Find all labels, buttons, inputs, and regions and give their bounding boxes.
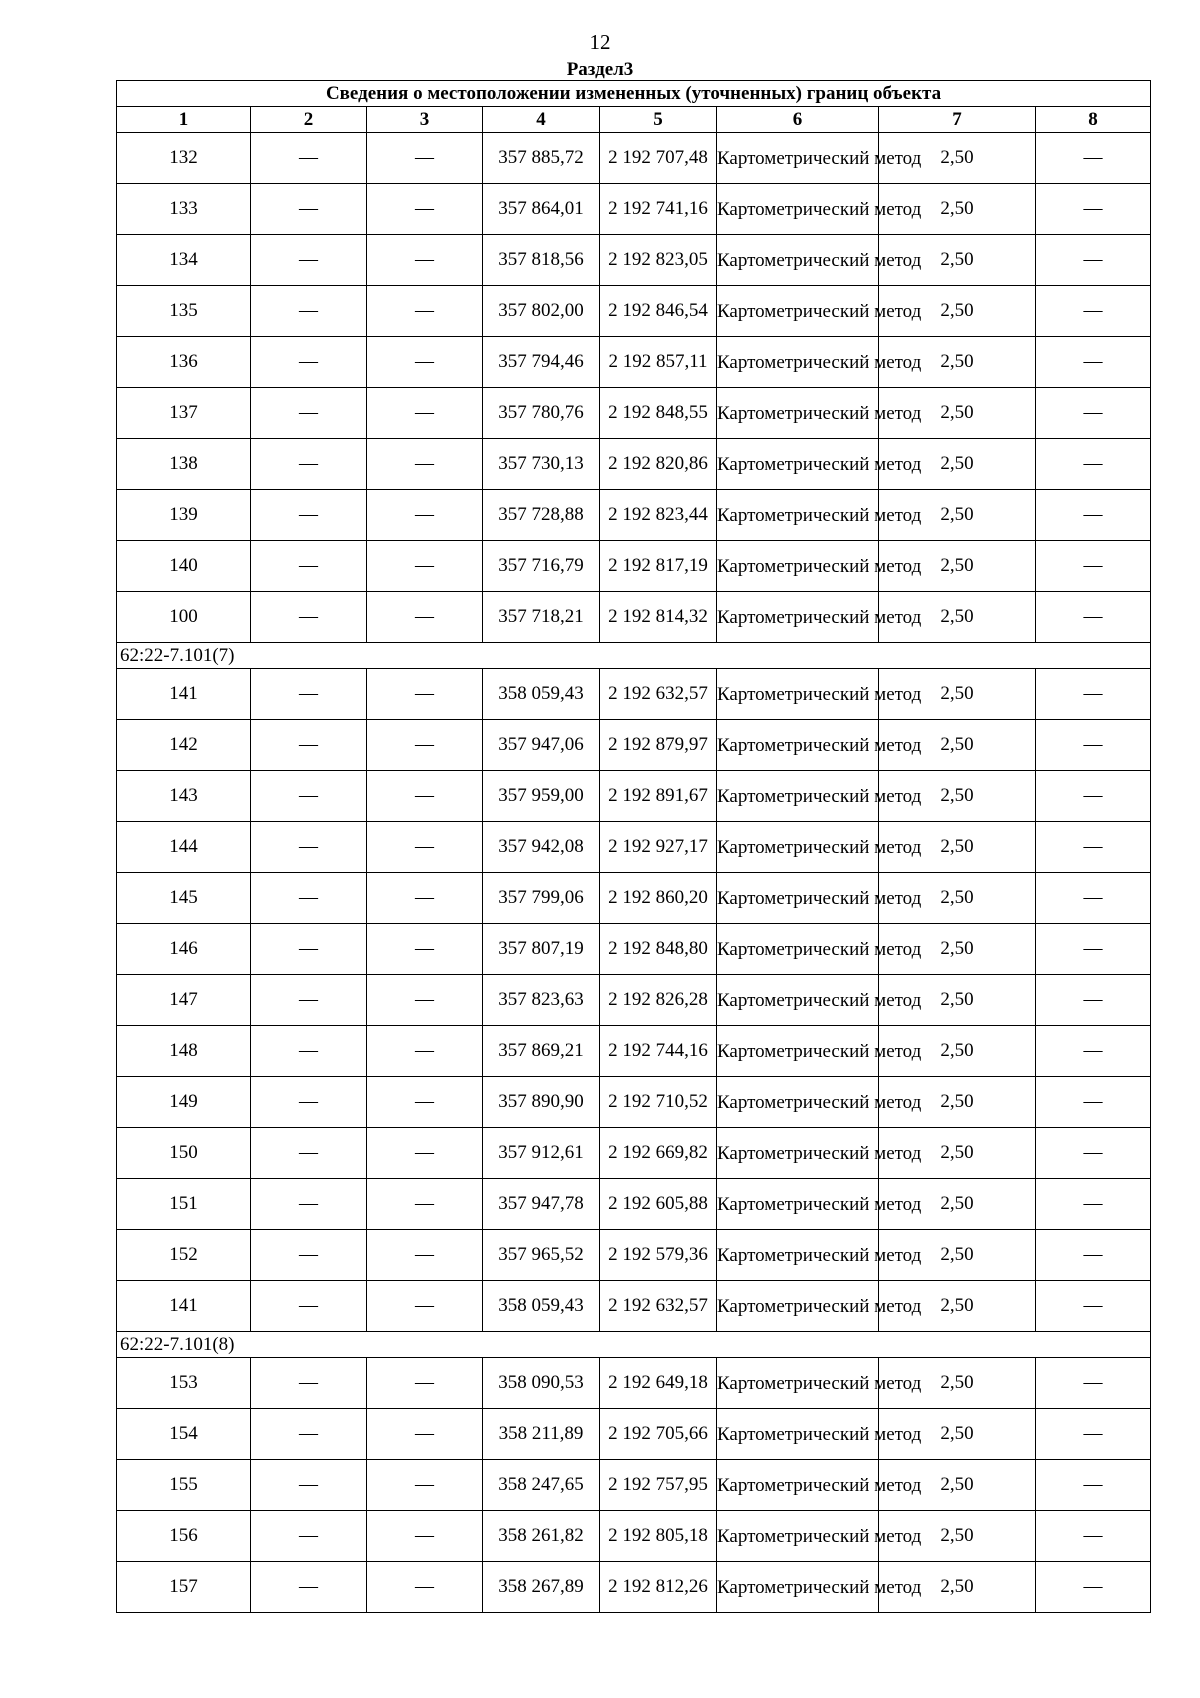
col8-cell: —: [1036, 1230, 1151, 1281]
col8-cell: —: [1036, 822, 1151, 873]
table-row: [117, 924, 1151, 975]
method-cell: Картометрический метод: [717, 1562, 879, 1613]
point-number-cell: 135: [117, 286, 251, 337]
table-row: [117, 337, 1151, 388]
y-coordinate-cell: 2 192 820,86: [600, 439, 717, 490]
point-number-cell: 155: [117, 1460, 251, 1511]
table-row: [117, 184, 1151, 235]
col3-cell: —: [367, 1026, 483, 1077]
method-cell: Картометрический метод: [717, 337, 879, 388]
table-row: [117, 1077, 1151, 1128]
point-number-cell: 157: [117, 1562, 251, 1613]
col2-cell: —: [251, 490, 367, 541]
col8-cell: —: [1036, 133, 1151, 184]
parcel-group-row: [117, 643, 1151, 669]
y-coordinate-cell: 2 192 579,36: [600, 1230, 717, 1281]
table-row: [117, 490, 1151, 541]
method-cell: Картометрический метод: [717, 235, 879, 286]
x-coordinate-cell: 357 730,13: [483, 439, 600, 490]
accuracy-cell: 2,50: [879, 1358, 1036, 1409]
table-row: [117, 592, 1151, 643]
col8-cell: —: [1036, 337, 1151, 388]
col3-cell: —: [367, 1460, 483, 1511]
method-cell: Картометрический метод: [717, 1230, 879, 1281]
table-row: [117, 1281, 1151, 1332]
method-cell: Картометрический метод: [717, 184, 879, 235]
col2-cell: —: [251, 1511, 367, 1562]
accuracy-cell: 2,50: [879, 669, 1036, 720]
col8-cell: —: [1036, 1562, 1151, 1613]
accuracy-cell: 2,50: [879, 1128, 1036, 1179]
y-coordinate-cell: 2 192 741,16: [600, 184, 717, 235]
accuracy-cell: 2,50: [879, 975, 1036, 1026]
y-coordinate-cell: 2 192 823,44: [600, 490, 717, 541]
accuracy-cell: 2,50: [879, 822, 1036, 873]
table-row: [117, 1128, 1151, 1179]
point-number-cell: 154: [117, 1409, 251, 1460]
col2-cell: —: [251, 924, 367, 975]
parcel-group-row: [117, 1332, 1151, 1358]
column-number: 4: [483, 107, 600, 133]
x-coordinate-cell: 357 864,01: [483, 184, 600, 235]
col8-cell: —: [1036, 1511, 1151, 1562]
col3-cell: —: [367, 1077, 483, 1128]
x-coordinate-cell: 357 947,06: [483, 720, 600, 771]
table-row: [117, 541, 1151, 592]
column-number-row: [117, 107, 1151, 133]
y-coordinate-cell: 2 192 826,28: [600, 975, 717, 1026]
col2-cell: —: [251, 1128, 367, 1179]
col8-cell: —: [1036, 1281, 1151, 1332]
x-coordinate-cell: 357 716,79: [483, 541, 600, 592]
col3-cell: —: [367, 1179, 483, 1230]
parcel-group-label: 62:22-7.101(7): [117, 643, 1151, 669]
accuracy-cell: 2,50: [879, 184, 1036, 235]
table-row: [117, 286, 1151, 337]
col8-cell: —: [1036, 720, 1151, 771]
col8-cell: —: [1036, 924, 1151, 975]
boundary-coordinates-table: [116, 80, 1151, 1613]
point-number-cell: 144: [117, 822, 251, 873]
col2-cell: —: [251, 388, 367, 439]
method-cell: Картометрический метод: [717, 771, 879, 822]
y-coordinate-cell: 2 192 649,18: [600, 1358, 717, 1409]
col3-cell: —: [367, 1511, 483, 1562]
col3-cell: —: [367, 1128, 483, 1179]
col3-cell: —: [367, 439, 483, 490]
y-coordinate-cell: 2 192 927,17: [600, 822, 717, 873]
col8-cell: —: [1036, 669, 1151, 720]
table-row: [117, 669, 1151, 720]
col3-cell: —: [367, 720, 483, 771]
col2-cell: —: [251, 1358, 367, 1409]
x-coordinate-cell: 357 728,88: [483, 490, 600, 541]
point-number-cell: 133: [117, 184, 251, 235]
point-number-cell: 134: [117, 235, 251, 286]
table-caption-row: [117, 81, 1151, 107]
y-coordinate-cell: 2 192 823,05: [600, 235, 717, 286]
table-row: [117, 822, 1151, 873]
col8-cell: —: [1036, 1179, 1151, 1230]
accuracy-cell: 2,50: [879, 1179, 1036, 1230]
y-coordinate-cell: 2 192 860,20: [600, 873, 717, 924]
y-coordinate-cell: 2 192 812,26: [600, 1562, 717, 1613]
point-number-cell: 150: [117, 1128, 251, 1179]
method-cell: Картометрический метод: [717, 1460, 879, 1511]
col3-cell: —: [367, 1230, 483, 1281]
accuracy-cell: 2,50: [879, 235, 1036, 286]
point-number-cell: 152: [117, 1230, 251, 1281]
col8-cell: —: [1036, 1026, 1151, 1077]
y-coordinate-cell: 2 192 632,57: [600, 669, 717, 720]
method-cell: Картометрический метод: [717, 873, 879, 924]
accuracy-cell: 2,50: [879, 1026, 1036, 1077]
accuracy-cell: 2,50: [879, 1511, 1036, 1562]
col3-cell: —: [367, 771, 483, 822]
col2-cell: —: [251, 541, 367, 592]
col8-cell: —: [1036, 439, 1151, 490]
col3-cell: —: [367, 669, 483, 720]
method-cell: Картометрический метод: [717, 1026, 879, 1077]
accuracy-cell: 2,50: [879, 337, 1036, 388]
parcel-group-label: 62:22-7.101(8): [117, 1332, 1151, 1358]
col2-cell: —: [251, 1460, 367, 1511]
y-coordinate-cell: 2 192 848,55: [600, 388, 717, 439]
col3-cell: —: [367, 490, 483, 541]
point-number-cell: 149: [117, 1077, 251, 1128]
column-number: 3: [367, 107, 483, 133]
col8-cell: —: [1036, 235, 1151, 286]
x-coordinate-cell: 357 912,61: [483, 1128, 600, 1179]
x-coordinate-cell: 357 885,72: [483, 133, 600, 184]
column-number: 8: [1036, 107, 1151, 133]
col8-cell: —: [1036, 873, 1151, 924]
col2-cell: —: [251, 1179, 367, 1230]
x-coordinate-cell: 357 890,90: [483, 1077, 600, 1128]
accuracy-cell: 2,50: [879, 592, 1036, 643]
accuracy-cell: 2,50: [879, 720, 1036, 771]
y-coordinate-cell: 2 192 857,11: [600, 337, 717, 388]
point-number-cell: 153: [117, 1358, 251, 1409]
method-cell: Картометрический метод: [717, 1128, 879, 1179]
col2-cell: —: [251, 720, 367, 771]
col3-cell: —: [367, 873, 483, 924]
y-coordinate-cell: 2 192 805,18: [600, 1511, 717, 1562]
x-coordinate-cell: 357 807,19: [483, 924, 600, 975]
col8-cell: —: [1036, 286, 1151, 337]
column-number: 6: [717, 107, 879, 133]
col2-cell: —: [251, 669, 367, 720]
x-coordinate-cell: 357 802,00: [483, 286, 600, 337]
y-coordinate-cell: 2 192 879,97: [600, 720, 717, 771]
table-row: [117, 439, 1151, 490]
accuracy-cell: 2,50: [879, 924, 1036, 975]
method-cell: Картометрический метод: [717, 1077, 879, 1128]
col2-cell: —: [251, 337, 367, 388]
accuracy-cell: 2,50: [879, 1460, 1036, 1511]
x-coordinate-cell: 357 818,56: [483, 235, 600, 286]
col3-cell: —: [367, 388, 483, 439]
y-coordinate-cell: 2 192 891,67: [600, 771, 717, 822]
col8-cell: —: [1036, 771, 1151, 822]
col3-cell: —: [367, 975, 483, 1026]
accuracy-cell: 2,50: [879, 1409, 1036, 1460]
table-row: [117, 720, 1151, 771]
table-row: [117, 771, 1151, 822]
point-number-cell: 145: [117, 873, 251, 924]
y-coordinate-cell: 2 192 848,80: [600, 924, 717, 975]
table-caption: Сведения о местоположении измененных (уточненных) границ объекта: [117, 81, 1151, 107]
y-coordinate-cell: 2 192 814,32: [600, 592, 717, 643]
point-number-cell: 141: [117, 669, 251, 720]
table-row: [117, 388, 1151, 439]
col2-cell: —: [251, 975, 367, 1026]
accuracy-cell: 2,50: [879, 490, 1036, 541]
x-coordinate-cell: 357 942,08: [483, 822, 600, 873]
method-cell: Картометрический метод: [717, 1409, 879, 1460]
col2-cell: —: [251, 1562, 367, 1613]
y-coordinate-cell: 2 192 669,82: [600, 1128, 717, 1179]
col3-cell: —: [367, 337, 483, 388]
x-coordinate-cell: 357 965,52: [483, 1230, 600, 1281]
table-row: [117, 1460, 1151, 1511]
col8-cell: —: [1036, 975, 1151, 1026]
y-coordinate-cell: 2 192 710,52: [600, 1077, 717, 1128]
accuracy-cell: 2,50: [879, 1077, 1036, 1128]
col3-cell: —: [367, 1358, 483, 1409]
accuracy-cell: 2,50: [879, 1230, 1036, 1281]
column-number: 7: [879, 107, 1036, 133]
point-number-cell: 146: [117, 924, 251, 975]
method-cell: Картометрический метод: [717, 592, 879, 643]
method-cell: Картометрический метод: [717, 133, 879, 184]
point-number-cell: 142: [117, 720, 251, 771]
col3-cell: —: [367, 822, 483, 873]
x-coordinate-cell: 358 267,89: [483, 1562, 600, 1613]
point-number-cell: 141: [117, 1281, 251, 1332]
col2-cell: —: [251, 873, 367, 924]
method-cell: Картометрический метод: [717, 669, 879, 720]
y-coordinate-cell: 2 192 744,16: [600, 1026, 717, 1077]
x-coordinate-cell: 358 247,65: [483, 1460, 600, 1511]
column-number: 2: [251, 107, 367, 133]
method-cell: Картометрический метод: [717, 439, 879, 490]
x-coordinate-cell: 357 780,76: [483, 388, 600, 439]
col8-cell: —: [1036, 1409, 1151, 1460]
y-coordinate-cell: 2 192 707,48: [600, 133, 717, 184]
x-coordinate-cell: 358 090,53: [483, 1358, 600, 1409]
section-title: Раздел3: [566, 59, 634, 80]
col8-cell: —: [1036, 1077, 1151, 1128]
x-coordinate-cell: 357 959,00: [483, 771, 600, 822]
col2-cell: —: [251, 1230, 367, 1281]
col3-cell: —: [367, 1409, 483, 1460]
method-cell: Картометрический метод: [717, 1358, 879, 1409]
point-number-cell: 132: [117, 133, 251, 184]
x-coordinate-cell: 358 211,89: [483, 1409, 600, 1460]
method-cell: Картометрический метод: [717, 924, 879, 975]
point-number-cell: 148: [117, 1026, 251, 1077]
table-row: [117, 1409, 1151, 1460]
col8-cell: —: [1036, 592, 1151, 643]
table-row: [117, 1230, 1151, 1281]
method-cell: Картометрический метод: [717, 490, 879, 541]
col2-cell: —: [251, 771, 367, 822]
point-number-cell: 151: [117, 1179, 251, 1230]
column-number: 1: [117, 107, 251, 133]
point-number-cell: 100: [117, 592, 251, 643]
method-cell: Картометрический метод: [717, 286, 879, 337]
x-coordinate-cell: 357 718,21: [483, 592, 600, 643]
accuracy-cell: 2,50: [879, 439, 1036, 490]
point-number-cell: 143: [117, 771, 251, 822]
accuracy-cell: 2,50: [879, 1562, 1036, 1613]
y-coordinate-cell: 2 192 846,54: [600, 286, 717, 337]
x-coordinate-cell: 358 261,82: [483, 1511, 600, 1562]
table-row: [117, 975, 1151, 1026]
page-number: 12: [589, 30, 611, 54]
table-row: [117, 1562, 1151, 1613]
x-coordinate-cell: 358 059,43: [483, 669, 600, 720]
col3-cell: —: [367, 1562, 483, 1613]
method-cell: Картометрический метод: [717, 388, 879, 439]
method-cell: Картометрический метод: [717, 720, 879, 771]
accuracy-cell: 2,50: [879, 286, 1036, 337]
accuracy-cell: 2,50: [879, 541, 1036, 592]
x-coordinate-cell: 357 869,21: [483, 1026, 600, 1077]
col8-cell: —: [1036, 1128, 1151, 1179]
accuracy-cell: 2,50: [879, 388, 1036, 439]
point-number-cell: 136: [117, 337, 251, 388]
point-number-cell: 137: [117, 388, 251, 439]
accuracy-cell: 2,50: [879, 1281, 1036, 1332]
y-coordinate-cell: 2 192 817,19: [600, 541, 717, 592]
col3-cell: —: [367, 286, 483, 337]
table-row: [117, 873, 1151, 924]
col3-cell: —: [367, 235, 483, 286]
method-cell: Картометрический метод: [717, 1179, 879, 1230]
x-coordinate-cell: 358 059,43: [483, 1281, 600, 1332]
accuracy-cell: 2,50: [879, 771, 1036, 822]
x-coordinate-cell: 357 794,46: [483, 337, 600, 388]
y-coordinate-cell: 2 192 605,88: [600, 1179, 717, 1230]
point-number-cell: 138: [117, 439, 251, 490]
table-row: [117, 1026, 1151, 1077]
col2-cell: —: [251, 1409, 367, 1460]
col2-cell: —: [251, 133, 367, 184]
col2-cell: —: [251, 235, 367, 286]
col2-cell: —: [251, 286, 367, 337]
table-row: [117, 235, 1151, 286]
y-coordinate-cell: 2 192 757,95: [600, 1460, 717, 1511]
col8-cell: —: [1036, 388, 1151, 439]
col3-cell: —: [367, 184, 483, 235]
col3-cell: —: [367, 541, 483, 592]
table-row: [117, 133, 1151, 184]
method-cell: Картометрический метод: [717, 1511, 879, 1562]
y-coordinate-cell: 2 192 705,66: [600, 1409, 717, 1460]
col8-cell: —: [1036, 1358, 1151, 1409]
y-coordinate-cell: 2 192 632,57: [600, 1281, 717, 1332]
col2-cell: —: [251, 1026, 367, 1077]
x-coordinate-cell: 357 947,78: [483, 1179, 600, 1230]
col2-cell: —: [251, 184, 367, 235]
col2-cell: —: [251, 1281, 367, 1332]
point-number-cell: 147: [117, 975, 251, 1026]
col3-cell: —: [367, 592, 483, 643]
method-cell: Картометрический метод: [717, 1281, 879, 1332]
col3-cell: —: [367, 133, 483, 184]
col8-cell: —: [1036, 1460, 1151, 1511]
point-number-cell: 140: [117, 541, 251, 592]
method-cell: Картометрический метод: [717, 822, 879, 873]
column-number: 5: [600, 107, 717, 133]
point-number-cell: 139: [117, 490, 251, 541]
x-coordinate-cell: 357 799,06: [483, 873, 600, 924]
col3-cell: —: [367, 1281, 483, 1332]
col2-cell: —: [251, 822, 367, 873]
method-cell: Картометрический метод: [717, 541, 879, 592]
method-cell: Картометрический метод: [717, 975, 879, 1026]
table-row: [117, 1511, 1151, 1562]
col3-cell: —: [367, 924, 483, 975]
col2-cell: —: [251, 592, 367, 643]
col2-cell: —: [251, 439, 367, 490]
col8-cell: —: [1036, 184, 1151, 235]
table-row: [117, 1179, 1151, 1230]
point-number-cell: 156: [117, 1511, 251, 1562]
accuracy-cell: 2,50: [879, 873, 1036, 924]
col2-cell: —: [251, 1077, 367, 1128]
accuracy-cell: 2,50: [879, 133, 1036, 184]
table-row: [117, 1358, 1151, 1409]
col8-cell: —: [1036, 490, 1151, 541]
x-coordinate-cell: 357 823,63: [483, 975, 600, 1026]
col8-cell: —: [1036, 541, 1151, 592]
